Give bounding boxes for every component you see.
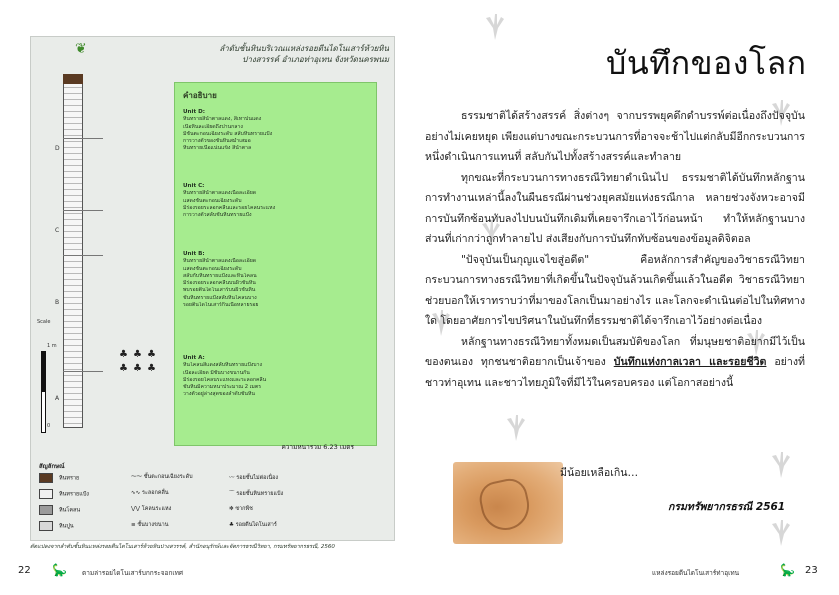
unit-line: หินทรายสีน้ำตาลแดงเนื้อละเอียด — [183, 190, 257, 197]
unit-boundary — [63, 371, 103, 372]
paragraph-text: หลักฐานทางธรณีวิทยาทั้งหมดเป็นสมบัติของโลก ที่มนุษยชาติอยากมีไว้เป็นของตนเอง ทุกชนชาติอยากเป็นเจ้าของ — [425, 335, 805, 368]
dinosaur-footprint-icon — [505, 415, 527, 441]
tree-icon: ❦ — [75, 41, 87, 57]
total-thickness-label: ความหนารวม 6.23 เมตร — [281, 443, 354, 451]
unit-name: Unit B: — [183, 251, 205, 257]
article-body — [425, 106, 805, 393]
scale-tick: 0 — [47, 423, 51, 429]
legend-item: หินทราย — [39, 473, 79, 483]
legend-item: หินโคลน — [39, 505, 80, 515]
dinosaur-logo-icon: 🦕 — [780, 563, 795, 577]
dinosaur-track-icon: ♣ — [147, 363, 156, 374]
dinosaur-track-icon: ♣ — [133, 363, 142, 374]
unit-description — [183, 355, 371, 399]
dinosaur-footprint-icon — [484, 14, 506, 40]
unit-line: แสดงชั้นตะกอนเฉียงระดับ — [183, 197, 242, 204]
symbol-icon: ⋁⋁ — [131, 506, 142, 512]
unit-label: A — [55, 395, 60, 402]
figure-caption: ดัดแปลงจากลำดับชั้นหินแหล่งรอยตีนไดโนเสาร์ห้วยหินปางสวรรค์, สำนักอนุรักษ์และจัดการธรณีวิทยา, กรมทรัพยากรธรณี, 2560 — [30, 544, 335, 550]
symbol-legend — [39, 461, 379, 530]
unit-line: การวางตัวสลับชั้นหินทรายแป้ง — [183, 212, 252, 219]
legend-title: สัญลักษณ์ — [39, 463, 65, 470]
dinosaur-footprint-icon — [770, 452, 792, 478]
dinosaur-footprint-icon — [770, 520, 792, 546]
unit-name: Unit D: — [183, 109, 205, 115]
dinosaur-logo-icon: 🦕 — [52, 563, 67, 577]
stratigraphic-column-figure — [30, 36, 395, 541]
unit-name: Unit C: — [183, 183, 205, 189]
legend-item: ✻ ซากพืช — [229, 506, 253, 512]
page-number: 22 — [18, 565, 31, 576]
dinosaur-track-icon: ♣ — [133, 349, 142, 360]
scale-label: Scale — [37, 319, 51, 325]
unit-line: หินทรายสีน้ำตาลแดงเนื้อละเอียด — [183, 258, 257, 265]
unit-line: มีร่องรอยระลอกคลื่นบนผิวชั้นหิน — [183, 280, 256, 287]
symbol-icon: ⁓⁓ — [131, 474, 144, 480]
swatch-icon — [39, 489, 53, 499]
unit-description — [183, 183, 371, 219]
unit-line: มีร่องรอยระลอกคลื่นและรอยโคลนระแหง — [183, 204, 276, 211]
unit-description — [183, 251, 371, 309]
legend-item: หินปูน — [39, 521, 74, 531]
legend-item: หินทรายแป้ง — [39, 489, 89, 499]
unit-boundary — [63, 210, 103, 211]
unit-line: หินทรายเนื้อแน่นแข็ง สีน้ำตาล — [183, 145, 252, 152]
swatch-icon — [39, 473, 53, 483]
figure-title — [199, 43, 389, 65]
swatch-icon — [39, 505, 53, 515]
scale-tick: 1 m — [47, 343, 57, 349]
closing-line: มีน้อยเหลือเกิน… — [560, 467, 639, 479]
legend-item: ∿∿ ระลอกคลื่น — [131, 490, 169, 496]
legend-item: ⌒ รอยชั้นหินทรายแป้ง — [229, 491, 284, 497]
unit-line: สลับกับหินทรายแป้งและหินโคลน — [183, 272, 257, 279]
plant-icon: ✻ — [229, 506, 236, 512]
dinosaur-track-icon: ♣ — [147, 349, 156, 360]
paragraph — [425, 332, 805, 394]
scale-bar — [41, 351, 46, 433]
legend-item: ≡ ชั้นบางขนาน — [131, 522, 169, 528]
unit-boundary — [63, 138, 103, 139]
figure-title-line: ปางสวรรค์ อำเภอท่าอุเทน จังหวัดนครพนม — [242, 55, 389, 64]
unit-label: D — [55, 145, 60, 152]
description-header: คำอธิบาย — [183, 91, 217, 100]
description-box — [174, 82, 377, 446]
author-signature: กรมทรัพยากรธรณี 2561 — [668, 501, 786, 513]
figure-title-line: ลำดับชั้นหินบริเวณแหล่งรอยตีนไดโนเสาร์ห้วยหิน — [219, 44, 389, 53]
unit-name: Unit A: — [183, 355, 205, 361]
highlight-text: บันทึกแห่งกาลเวลา และรอยชีวิต — [613, 356, 767, 368]
legend-item: ♣ รอยตีนไดโนเสาร์ — [229, 522, 277, 528]
unit-line: วางตัวอยู่ล่างสุดของลำดับชั้นหิน — [183, 391, 255, 398]
footer-text: ตามล่ารอยไดโนเสาร์บกกระจอกเทศ — [82, 569, 184, 577]
unit-line: หินโคลนสีแดงสลับหินทรายแป้งบาง — [183, 362, 263, 369]
legend-item: 〰 รอยชั้นไม่ต่อเนื่อง — [229, 475, 279, 481]
unit-line: หินทรายสีน้ำตาลแดง, สีเทาปนแดง — [183, 116, 262, 123]
page-title: บันทึกของโลก — [606, 44, 807, 82]
symbol-icon: ⌒ — [229, 491, 237, 497]
legend-item: ⋁⋁ โคลนระแหง — [131, 506, 172, 512]
dinosaur-track-icon: ♣ — [119, 349, 128, 360]
legend-item: ⁓⁓ ชั้นตะกอนเฉียงระดับ — [131, 474, 193, 480]
rock-column — [63, 75, 83, 428]
unit-line: มีชั้นตะกอนเฉียงระดับ สลับหินทรายแป้ง — [183, 130, 273, 137]
footprint-impression — [476, 476, 533, 535]
symbol-icon: ∿∿ — [131, 490, 142, 496]
footer-text: แหล่งรอยตีนไดโนเสาร์ท่าอุเทน — [652, 569, 740, 577]
soil-cap — [63, 74, 83, 84]
unit-line: ชั้นหินมีความหนาประมาณ 2 เมตร — [183, 384, 262, 391]
dinosaur-footprint-photo — [453, 462, 563, 544]
page-number: 23 — [805, 565, 818, 576]
unit-line: เนื้อละเอียด มีชั้นบางขนานกัน — [183, 369, 250, 376]
unit-line: มีร่องรอยโคลนระแหงและระลอกคลื่น — [183, 376, 267, 383]
unit-line: พบรอยตีนไดโนเสาร์บนผิวชั้นหิน — [183, 287, 256, 294]
paragraph: ทุกขณะที่กระบวนการทางธรณีวิทยาดำเนินไป ธรรมชาติได้บันทึกหลักฐานการทำงานเหล่านี้ลงในผืนธรณีผ่านช่วงยุคสมัยแห่งธรณีกาล หลายช่วงจังหวะอาจมีการบันทึกซ้อนทับลงไปบนบันทึกเดิมที่เคยจารึกเอาไว้ก่อนหน้า ทำให้หลักฐานบางส่วนที่เก่ากว่าถูกทำลายไป ส่งเสียงกับการบันทึกทับซ้อนของข้อมูลดิจิตอล — [425, 171, 805, 245]
unit-boundary — [63, 255, 103, 256]
unit-line: ชั้นหินทรายแป้งสลับหินโคลนบาง — [183, 294, 257, 301]
dinosaur-track-icon: ♣ — [229, 522, 236, 528]
symbol-icon: 〰 — [229, 475, 237, 481]
unit-line: การวางตัวของชั้นหินสม่ำเสมอ — [183, 138, 251, 145]
paragraph: "ปัจจุบันเป็นกุญแจไขสู่อดีต" คือหลักการสำคัญของวิชาธรณีวิทยา กระบวนการทางธรณีวิทยาที่เกิดขึ้นในปัจจุบันล้วนเกิดขึ้นแล้วในอดีต วิชาธรณีวิทยาช่วยบอกให้เราทราบว่าที่มาของโลกเป็นมาอย่างไร และโลกจะดำเนินต่อไปในทิศทางใด โดยอาศัยการไขปริศนาในบันทึกที่ธรรมชาติได้จารึกเอาไว้อย่างต่อเนื่อง — [425, 253, 805, 327]
swatch-icon — [39, 521, 53, 531]
unit-line: แสดงชั้นตะกอนเฉียงระดับ — [183, 265, 242, 272]
dinosaur-track-icon: ♣ — [119, 363, 128, 374]
symbol-icon: ≡ — [131, 522, 138, 528]
unit-label: B — [55, 299, 60, 306]
paragraph: ธรรมชาติได้สร้างสรรค์ สิ่งต่างๆ จากบรรพยุคดึกดำบรรพ์ต่อเนื่องถึงปัจจุบันอย่างไม่เคยหยุด เพียงแต่บางขณะกระบวนการที่อาจจะช้าไปแต่กลับมีอีกกระบวนการหนึ่งดำเนินการแทนที่ สลับกันไปทั้งสร้างสรรค์และทำลาย — [425, 110, 805, 163]
paragraph-text: อย่างที่ชาวท่าอุเทน และชาวไทยภูมิใจที่มีไว้ในครอบครอง แต่โอกาสอย่างนี้ — [425, 356, 805, 389]
unit-label: C — [55, 227, 60, 234]
unit-description — [183, 109, 371, 153]
unit-line: เนื้อหินละเอียดถึงปานกลาง — [183, 123, 243, 130]
unit-line: รอยตีนไดโนเสาร์กินเนื้อหลายรอย — [183, 302, 259, 309]
